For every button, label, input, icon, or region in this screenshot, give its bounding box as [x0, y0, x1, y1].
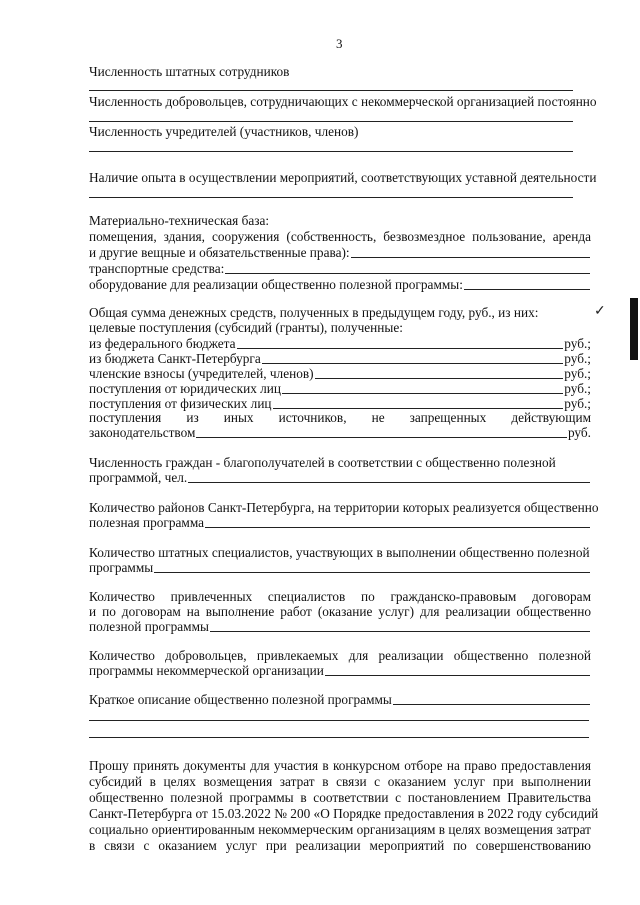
individuals-label: поступления от физических лиц [89, 396, 272, 411]
experience-label: Наличие опыта в осуществлении мероприятий, соответствующих уставной деятельности [89, 170, 597, 185]
experience-field[interactable] [89, 197, 573, 198]
description-field-line2[interactable] [89, 720, 589, 721]
program-volunteers-label-line2: программы некоммерческой организации [89, 663, 324, 678]
transport-label: транспортные средства: [89, 261, 225, 276]
beneficiaries-label-line2: программой, чел. [89, 470, 188, 485]
request-line: общественно полезной программы в соответствии с постановлением Правительства [89, 790, 591, 805]
rub-unit: руб.; [564, 366, 591, 381]
beneficiaries-row [89, 470, 591, 486]
transport-field[interactable] [225, 273, 590, 274]
volunteers-count-field[interactable] [89, 121, 573, 122]
specialists-row [89, 560, 591, 576]
membership-label: членские взносы (учредителей, членов) [89, 366, 314, 381]
program-volunteers-field[interactable] [325, 675, 590, 676]
districts-field[interactable] [205, 527, 590, 528]
equipment-field[interactable] [464, 289, 590, 290]
individuals-field[interactable] [273, 408, 564, 409]
rub-unit: руб.; [564, 396, 591, 411]
transport-row [89, 261, 591, 277]
other-sources-label-line2: законодательством [89, 425, 196, 440]
specialists-field[interactable] [154, 572, 590, 573]
request-line: субсидий в целях возмещения затрат в связи с оказанием услуг при выполнении [89, 774, 591, 789]
program-volunteers-row [89, 663, 591, 679]
request-line: Прошу принять документы для участия в конкурсном отборе на право предоставления [89, 758, 591, 773]
request-line: Санкт-Петербурга от 15.03.2022 № 200 «О Порядке предоставления в 2022 году субсидий [89, 806, 599, 821]
targeted-label: целевые поступления (субсидий (гранты), полученные: [89, 320, 403, 335]
legal-row [89, 381, 591, 397]
founders-count-field[interactable] [89, 151, 573, 152]
membership-row [89, 366, 591, 382]
description-label: Краткое описание общественно полезной программы [89, 692, 392, 707]
description-field[interactable] [393, 704, 590, 705]
founders-count-label: Численность учредителей (участников, членов) [89, 124, 359, 139]
spb-row [89, 351, 591, 367]
check-mark-icon: ✓ [594, 304, 606, 319]
specialists-label-line1: Количество штатных специалистов, участвующих в выполнении общественно полезной [89, 545, 590, 560]
legal-label: поступления от юридических лиц [89, 381, 282, 396]
scan-margin-bar [630, 298, 638, 360]
staff-count-field[interactable] [89, 90, 573, 91]
program-volunteers-label-line1: Количество добровольцев, привлекаемых для реализации общественно полезной [89, 648, 591, 663]
volunteers-count-label: Численность добровольцев, сотрудничающих с некоммерческой организацией постоянно [89, 94, 597, 109]
rub-unit: руб.; [564, 381, 591, 396]
premises-field[interactable] [351, 257, 590, 258]
equipment-label: оборудование для реализации общественно полезной программы: [89, 277, 463, 292]
other-sources-label-line1: поступления из иных источников, не запрещенных действующим [89, 410, 591, 425]
contractors-label-line3: полезной программы [89, 619, 209, 634]
rub-unit: руб.; [564, 336, 591, 351]
rub-unit: руб.; [564, 351, 591, 366]
rub-unit-final: руб. [567, 425, 591, 440]
premises-label-line2: и другие вещные и обязательственные права): [89, 245, 350, 260]
federal-row [89, 336, 591, 352]
spb-label: из бюджета Санкт-Петербурга [89, 351, 261, 366]
page-number: 3 [336, 36, 343, 51]
districts-label-line1: Количество районов Санкт-Петербурга, на территории которых реализуется общественно [89, 500, 599, 515]
other-sources-field[interactable] [196, 437, 567, 438]
request-line: социально ориентированным некоммерческим организациям в целях возмещения затрат [89, 822, 591, 837]
other-sources-row [89, 425, 591, 441]
equipment-row [89, 277, 591, 293]
contractors-label-line1: Количество привлеченных специалистов по гражданско-правовым договорам [89, 589, 591, 604]
request-paragraph [89, 758, 599, 854]
description-field-line3[interactable] [89, 737, 589, 738]
funds-heading: Общая сумма денежных средств, полученных в предыдущем году, руб., из них: [89, 305, 539, 320]
material-base-heading: Материально-техническая база: [89, 213, 270, 228]
spb-field[interactable] [262, 363, 563, 364]
premises-label-line1: помещения, здания, сооружения (собственность, безвозмездное пользование, аренда [89, 229, 591, 244]
contractors-row [89, 619, 591, 635]
request-line: в связи с оказанием услуг при реализации мероприятий по совершенствованию [89, 838, 591, 853]
federal-field[interactable] [237, 348, 564, 349]
legal-field[interactable] [282, 393, 563, 394]
staff-count-label: Численность штатных сотрудников [89, 64, 290, 79]
contractors-label-line2: и по договорам на выполнение работ (оказание услуг) для реализации общественно [89, 604, 591, 619]
premises-row [89, 245, 591, 261]
specialists-label-line2: программы [89, 560, 154, 575]
contractors-field[interactable] [210, 631, 590, 632]
description-row [89, 692, 591, 708]
federal-label: из федерального бюджета [89, 336, 236, 351]
beneficiaries-field[interactable] [188, 482, 590, 483]
districts-row [89, 515, 591, 531]
beneficiaries-label-line1: Численность граждан - благополучателей в соответствии с общественно полезной [89, 455, 556, 470]
districts-label-line2: полезная программа [89, 515, 205, 530]
membership-field[interactable] [315, 378, 564, 379]
